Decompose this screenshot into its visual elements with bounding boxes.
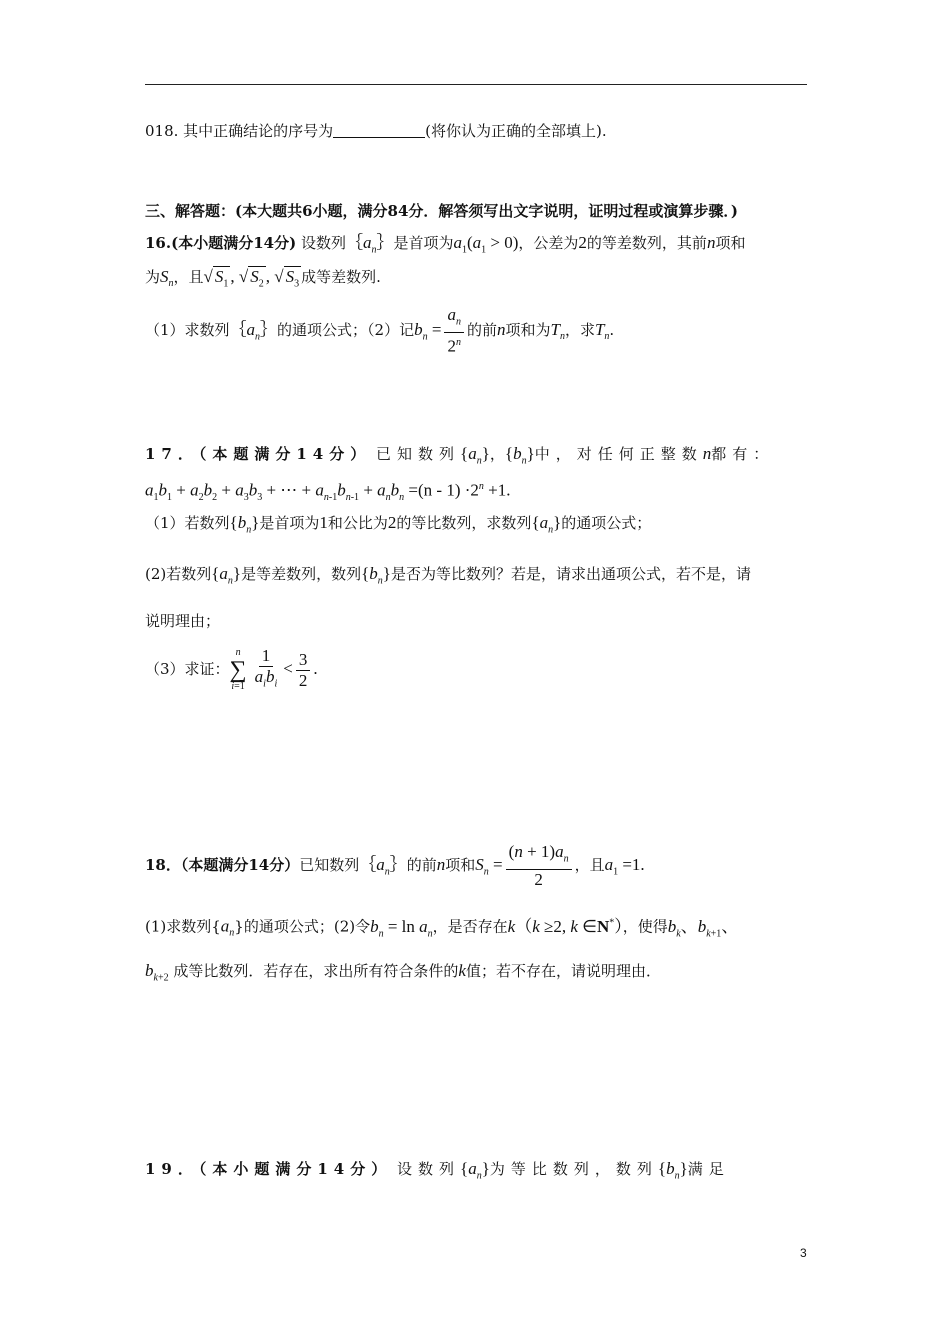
q17-text: 中，对任何正整数 bbox=[534, 445, 703, 463]
q17-text: 的通项公式； bbox=[561, 514, 652, 532]
header-rule bbox=[145, 84, 807, 85]
math-sqrts: √ $S_1$ , √ $S_2$ , √ $S_3$ bbox=[203, 267, 300, 290]
q18-text: ，且 bbox=[574, 856, 605, 875]
q18-text: 的前 bbox=[406, 856, 437, 875]
q17-eq-tail: =(n - 1) ·2 bbox=[408, 480, 479, 500]
q18-text: 项和 bbox=[445, 856, 476, 875]
q16-line-3: （1）求数列$\{a_n\}$的通项公式；（2）记$b_n$ = $\frac{a_n}{2^n}$ 的前n项和为$T_n$，求$T_n$. bbox=[145, 305, 615, 357]
seq-an: $\{a_n\}$ bbox=[345, 233, 394, 256]
q17-text: 的等比数列，求数列 bbox=[396, 514, 532, 532]
math-bk2: $b_{k+2}$ bbox=[145, 961, 169, 984]
math-a1: $a_1(a_1 > 0)$ bbox=[453, 233, 519, 256]
q15-suffix: (将你认为正确的全部填上). bbox=[425, 122, 607, 140]
math-bn-def: $b_n$ = $\frac{a_n}{2^n}$ bbox=[414, 320, 467, 339]
math-n: n bbox=[436, 855, 446, 875]
q16-text: 为 bbox=[145, 268, 161, 286]
q16-text: ，公差为 bbox=[518, 234, 579, 252]
seq-bn: $\{b_n\}$ bbox=[229, 513, 260, 536]
q17-text: 已知数列 bbox=[376, 445, 461, 463]
q17-text: 都有： bbox=[711, 445, 775, 463]
math-an: a bbox=[220, 916, 230, 936]
math-k-cond: k（k ≥2, k ∈N*） bbox=[507, 916, 623, 936]
seq-an: $\{a_n\}$ bbox=[359, 855, 407, 878]
seq-bn: $\{b_n\}$ bbox=[657, 1159, 688, 1182]
math-n: n bbox=[702, 444, 712, 463]
q16-text: 的等差数列，其前 bbox=[586, 234, 707, 252]
q19-label: 19．（本小题满分14分） bbox=[145, 1160, 393, 1178]
seq-an: $\{a_n\}$ bbox=[460, 444, 490, 467]
q16-text: 的前 bbox=[466, 320, 497, 339]
q17-part2 bbox=[145, 563, 751, 592]
q16-text: ，且 bbox=[173, 268, 204, 286]
q18-text: 值；若不存在，请说明理由． bbox=[465, 962, 661, 980]
math-sn: S bbox=[160, 267, 169, 286]
q16-text: 成等差数列. bbox=[301, 268, 381, 286]
q16-line-1 bbox=[145, 232, 745, 261]
q18-text: 成等比数列．若存在，求出所有符合条件的 bbox=[173, 962, 459, 980]
q18-label: 18．（本题满分14分） bbox=[145, 856, 300, 875]
math-sn-formula: $S_n$ = $\frac{(n + 1)a_n}{2}$ bbox=[475, 855, 574, 874]
q17-text: ， bbox=[489, 445, 505, 463]
q17-text: （1）若数列 bbox=[145, 514, 230, 532]
page-number: 3 bbox=[800, 1246, 807, 1260]
q18-line-1 bbox=[145, 842, 645, 894]
seq-an: $\{a_n\}$ bbox=[229, 319, 278, 343]
q18-text: }的通项公式；(2)令 bbox=[234, 917, 371, 936]
q19-line-1 bbox=[145, 1158, 730, 1187]
q18-text: ，是否存在 bbox=[432, 917, 508, 936]
q17-text: 是等差数列，数列 bbox=[241, 565, 362, 583]
math-n: n bbox=[496, 319, 506, 339]
section-heading: 三、解答题：(本大题共6小题，满分84分．解答须写出文字说明，证明过程或演算步骤．) bbox=[145, 202, 739, 220]
math-1: 1 bbox=[319, 513, 328, 532]
q18-parts-cont bbox=[145, 960, 661, 989]
seq-an: $\{a_n\}$ bbox=[531, 513, 562, 536]
math-frac-1-aibi: $\frac{1}{a_ib_i}$ bbox=[254, 646, 278, 690]
q16-text: . bbox=[609, 320, 615, 339]
q18-text: (1)求数列{ bbox=[145, 917, 221, 936]
q19-text: 设数列 bbox=[397, 1160, 461, 1178]
q16-text: 项和 bbox=[715, 234, 746, 252]
q18-text: ，使得 bbox=[622, 917, 668, 936]
q17-text: （3）求证： bbox=[145, 660, 230, 679]
math-bn-ln: $b_n = \ln a_n$ bbox=[370, 916, 433, 940]
q17-line-1 bbox=[145, 443, 774, 472]
q17-text: (2)若数列 bbox=[145, 565, 212, 583]
q17-part2-cont: 说明理由； bbox=[145, 612, 221, 630]
q17-text: 是首项为 bbox=[259, 514, 320, 532]
q17-label: 17．（本题满分14分） bbox=[145, 445, 372, 463]
q19-text: 满足 bbox=[687, 1160, 730, 1178]
q16-label: 16.(本小题满分14分) bbox=[145, 234, 297, 252]
math-n: n bbox=[706, 233, 716, 252]
q16-text: 项和为 bbox=[505, 320, 551, 339]
math-tn: T bbox=[594, 319, 605, 339]
math-k: k bbox=[458, 961, 466, 980]
q16-text: 是首项为 bbox=[393, 234, 454, 252]
q18-text: 已知数列 bbox=[299, 856, 360, 875]
q17-part3: （3）求证： n ∑ i=1 $\frac{1}{a_ib_i}$ < $\frac{3}{2}$ . bbox=[145, 646, 318, 694]
q17-equation: $a_1b_1 + a_2b_2 + a_3b_3$ + ⋯ + $a_{n-1}b_{n-1} + a_nb_n =(n - 1) \cdot 2^n +1$. bbox=[145, 480, 511, 504]
seq-an: $\{a_n\}$ bbox=[211, 564, 242, 587]
q17-part1 bbox=[145, 512, 651, 541]
q16-line-2: 为$S_n$，且√ $S_1$ , √ $S_2$ , √ $S_3$ 成等差数列. bbox=[145, 267, 381, 290]
math-2: 2 bbox=[578, 233, 587, 252]
q15-prefix: 018. 其中正确结论的序号为 bbox=[145, 122, 334, 140]
q19-text: 为等比数列，数列 bbox=[489, 1160, 658, 1178]
q16-text: 的通项公式；（2）记 bbox=[277, 320, 415, 339]
q18-parts: (1)求数列$\{a_n\}$的通项公式；(2)令$b_n = \ln a_n$，是否存在k（k ≥2, k ∈N*），使得$b_k$、$b_{k+1}$、 bbox=[145, 916, 739, 940]
q16-text: ，求 bbox=[564, 320, 595, 339]
q15-fill-line bbox=[145, 120, 607, 142]
seq-an: $\{a_n\}$ bbox=[460, 1159, 490, 1182]
q17-text: 和公比为 bbox=[327, 514, 388, 532]
sum-symbol: n ∑ i=1 bbox=[229, 647, 247, 693]
answer-blank[interactable] bbox=[333, 122, 425, 138]
seq-bn: $\{b_n\}$ bbox=[504, 444, 535, 467]
q16-text: （1）求数列 bbox=[145, 320, 230, 339]
math-2: 2 bbox=[387, 513, 397, 532]
q17-text: 是否为等比数列？若是，请求出通项公式，若不是，请 bbox=[390, 565, 751, 583]
math-a1-eq: $a_1 =1$. bbox=[604, 855, 645, 878]
math-tn: T bbox=[550, 319, 560, 339]
math-frac-3-2: $\frac{3}{2}$ bbox=[296, 650, 311, 691]
q16-text: 设数列 bbox=[300, 234, 346, 252]
q17-eq-end: +1. bbox=[488, 480, 511, 500]
seq-bn: $\{b_n\}$ bbox=[361, 564, 391, 587]
math-bk: $b_k$、$b_{k+1}$、 bbox=[667, 916, 739, 940]
